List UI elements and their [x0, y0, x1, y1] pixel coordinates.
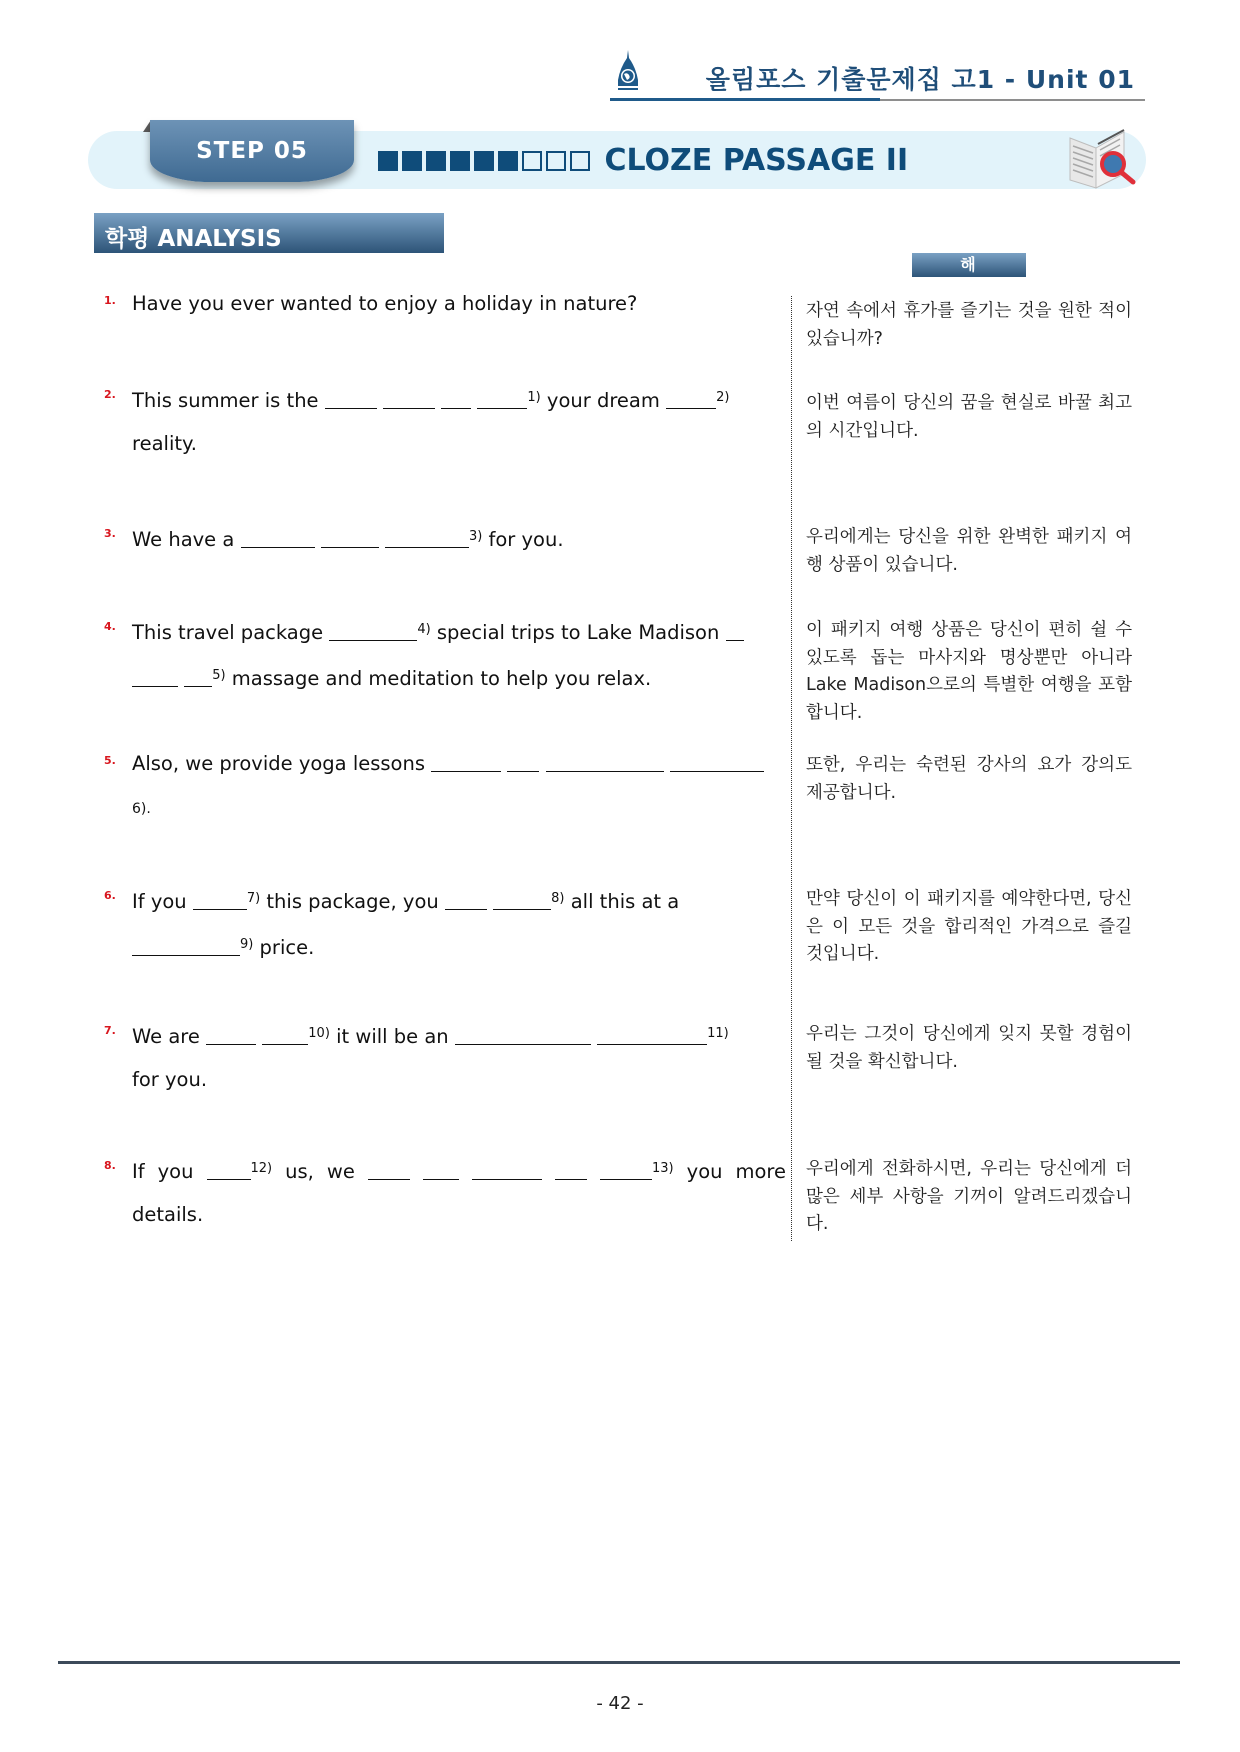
- progress-squares: [378, 143, 604, 178]
- progress-square-filled: [450, 151, 470, 171]
- page-header: [610, 48, 1145, 100]
- english-sentence: [132, 1147, 786, 1236]
- korean-translation: 우리는 그것이 당신에게 잊지 못할 경험이 될 것을 확신합니다.: [806, 1024, 1132, 1072]
- answer-blank[interactable]: [600, 1161, 652, 1180]
- answer-blank[interactable]: [206, 1026, 256, 1045]
- progress-square-empty: [570, 151, 590, 171]
- progress-square-filled: [498, 151, 518, 171]
- footer-rule: [58, 1661, 1180, 1664]
- korean-translation: 또한, 우리는 숙련된 강사의 요가 강의도 제공합니다.: [806, 755, 1132, 803]
- blank-number: 11): [707, 1026, 729, 1041]
- sentence-text: massage and meditation to help you relax.: [231, 667, 652, 690]
- blank-number: 7): [246, 891, 261, 906]
- item-number: 8.: [104, 1159, 116, 1172]
- sentence-text: for you.: [488, 528, 564, 551]
- korean-translation: 만약 당신이 이 패키지를 예약한다면, 당신은 이 모든 것을 합리적인 가격으로 즐길 것입니다.: [806, 889, 1132, 964]
- answer-blank[interactable]: [441, 390, 471, 409]
- column-divider: [791, 296, 792, 1241]
- answer-blank[interactable]: [193, 891, 247, 910]
- sentence-text: reality.: [132, 432, 197, 455]
- sentence-text: We are: [132, 1025, 200, 1048]
- pen-nib-globe-icon: [614, 48, 642, 96]
- answer-blank[interactable]: [670, 753, 764, 772]
- answer-blank[interactable]: [477, 390, 527, 409]
- english-sentence: [132, 1012, 786, 1101]
- answer-blank[interactable]: [423, 1161, 459, 1180]
- item-number: 2.: [104, 388, 116, 401]
- sentence-text: Also, we provide yoga lessons: [132, 752, 425, 775]
- korean-translation: 이번 여름이 당신의 꿈을 현실로 바꿀 최고의 시간입니다.: [806, 393, 1132, 441]
- blank-number: 4): [417, 622, 431, 637]
- sentence-text: it will be an: [336, 1025, 449, 1048]
- answer-blank[interactable]: [666, 390, 716, 409]
- page-number: - 42 -: [596, 1693, 644, 1714]
- answer-blank[interactable]: [329, 622, 417, 641]
- sentence-text: We have a: [132, 528, 235, 551]
- english-sentence: [132, 742, 786, 831]
- item-number: 3.: [104, 527, 116, 540]
- answer-blank[interactable]: [385, 529, 469, 548]
- answer-blank[interactable]: [241, 529, 315, 548]
- progress-square-empty: [546, 151, 566, 171]
- item-number: 7.: [104, 1024, 116, 1037]
- item-number: 5.: [104, 754, 116, 767]
- korean-translation: 우리에게는 당신을 위한 완벽한 패키지 여행 상품이 있습니다.: [806, 527, 1132, 575]
- answer-blank[interactable]: [383, 390, 435, 409]
- answer-blank[interactable]: [132, 668, 178, 687]
- progress-square-empty: [522, 151, 542, 171]
- progress-square-filled: [474, 151, 494, 171]
- english-sentence: [132, 877, 786, 969]
- progress-square-filled: [402, 151, 422, 171]
- korean-translation: 이 패키지 여행 상품은 당신이 편히 쉴 수 있도록 돕는 마사지와 명상뿐만 아니라 Lake Madison으로의 특별한 여행을 포함합니다.: [806, 620, 1132, 723]
- sentence-text: This summer is the: [132, 389, 319, 412]
- sentence-text: us, we: [285, 1160, 355, 1183]
- step-label: STEP 05: [196, 138, 308, 164]
- sentence-text: price.: [259, 936, 315, 959]
- answer-blank[interactable]: [184, 668, 212, 687]
- answer-blank[interactable]: [321, 529, 379, 548]
- answer-blank[interactable]: [431, 753, 501, 772]
- analysis-heading: [94, 213, 444, 253]
- sentence-text: for you.: [132, 1068, 208, 1091]
- answer-blank[interactable]: [262, 1026, 308, 1045]
- english-sentence: Have you ever wanted to enjoy a holiday in nature?: [132, 292, 638, 315]
- newspaper-magnifier-icon: [1060, 124, 1144, 192]
- english-sentence: [132, 376, 786, 465]
- banner-title-text: CLOZE PASSAGE II: [604, 143, 909, 178]
- answer-blank[interactable]: [555, 1161, 587, 1180]
- blank-number: 9): [240, 937, 254, 952]
- item-number: 4.: [104, 620, 116, 633]
- blank-number: 10): [308, 1026, 330, 1041]
- blank-number: 12): [250, 1161, 273, 1176]
- korean-translation: 우리에게 전화하시면, 우리는 당신에게 더 많은 세부 사항을 기꺼이 알려드리겠습니다.: [806, 1159, 1132, 1234]
- progress-square-filled: [426, 151, 446, 171]
- blank-number: 2): [716, 390, 730, 405]
- answer-blank[interactable]: [493, 891, 551, 910]
- answer-blank[interactable]: [207, 1161, 251, 1180]
- translation-heading: 해 석: [912, 253, 1026, 277]
- blank-number: 8): [551, 891, 565, 906]
- korean-translation: 자연 속에서 휴가를 즐기는 것을 원한 적이 있습니까?: [806, 301, 1132, 349]
- sentence-text: this package, you: [266, 890, 439, 913]
- english-sentence: [132, 608, 786, 700]
- sentence-text: If you: [132, 890, 187, 913]
- answer-blank[interactable]: [726, 622, 744, 641]
- sentence-text: you more details.: [132, 1160, 787, 1226]
- answer-blank[interactable]: [597, 1026, 707, 1045]
- english-sentence: [132, 515, 786, 561]
- blank-number: 13): [652, 1161, 674, 1176]
- answer-blank[interactable]: [132, 937, 240, 956]
- answer-blank[interactable]: [472, 1161, 542, 1180]
- header-rule: [880, 99, 1145, 101]
- sentence-text: This travel package: [132, 621, 324, 644]
- banner-title: [378, 143, 908, 178]
- answer-blank[interactable]: [445, 891, 487, 910]
- answer-blank[interactable]: [368, 1161, 410, 1180]
- blank-number: 3): [468, 529, 483, 544]
- item-number: 1.: [104, 294, 116, 307]
- answer-blank[interactable]: [455, 1026, 591, 1045]
- blank-number: 6).: [132, 801, 151, 817]
- blank-number: 5): [212, 668, 226, 683]
- answer-blank[interactable]: [546, 753, 664, 772]
- answer-blank[interactable]: [507, 753, 539, 772]
- analysis-heading-text: 학평 ANALYSIS: [105, 226, 282, 252]
- page-title: 올림포스 기출문제집 고1 - Unit 01: [705, 65, 1135, 94]
- sentence-text: all this at a: [570, 890, 680, 913]
- blank-number: 1): [527, 390, 541, 405]
- sentence-text: special trips to Lake Madison: [436, 621, 720, 644]
- header-rule-accent: [610, 98, 880, 101]
- answer-blank[interactable]: [325, 390, 377, 409]
- item-number: 6.: [104, 889, 116, 902]
- sentence-text: If you: [132, 1160, 194, 1183]
- progress-square-filled: [378, 151, 398, 171]
- sentence-text: your dream: [546, 389, 660, 412]
